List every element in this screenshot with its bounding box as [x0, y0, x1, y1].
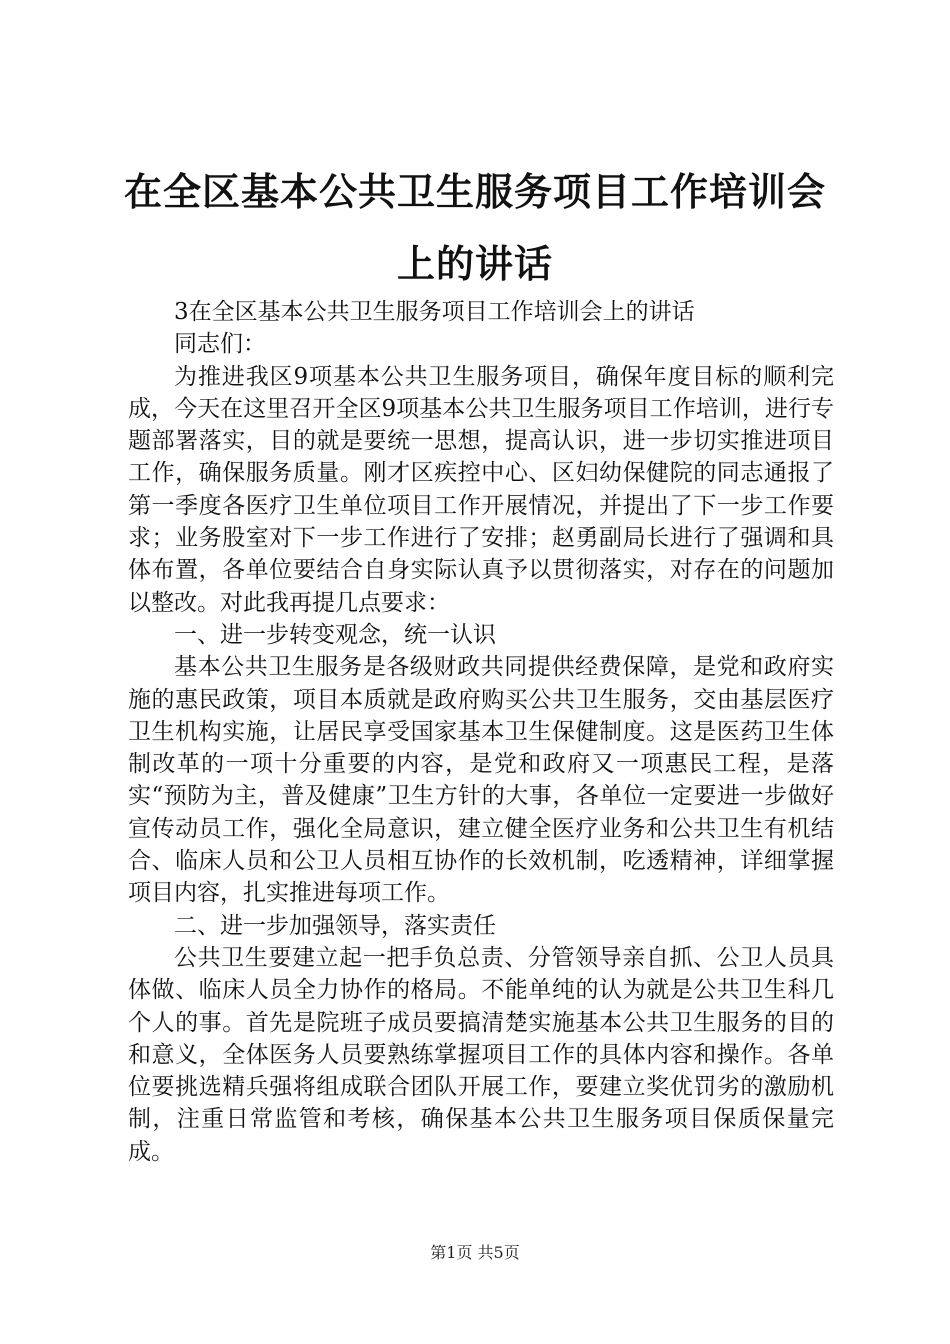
section-heading-1: 一、进一步转变观念，统一认识: [174, 621, 496, 648]
document-title: 在全区基本公共卫生服务项目工作培训会上的讲话: [123, 170, 826, 286]
salutation: 同志们：: [174, 331, 266, 358]
body-paragraph-1: 基本公共卫生服务是各级财政共同提供经费保障，是党和政府实施的惠民政策，项目本质就是政府购买公共卫生服务，交由基层医疗卫生机构实施，让居民享受国家基本卫生保健制度。这是医药卫生体制改革的一项十分重要的内容，是党和政府又一项惠民工程，是落实“预防为主，普及健康”卫生方针的大事，各单位一定要进一步做好宣传动员工作，强化全局意识，建立健全医疗业务和公共卫生有机结合、临床人员和公卫人员相互协作的长效机制，吃透精神，详细掌握项目内容，扎实推进每项工作。: [128, 654, 834, 907]
body-paragraph-intro: 为推进我区9项基本公共卫生服务项目，确保年度目标的顺利完成，今天在这里召开全区9项基本公共卫生服务项目工作培训，进行专题部署落实，目的就是要统一思想，提高认识，进一步切实推进项目工作，确保服务质量。刚才区疾控中心、区妇幼保健院的同志通报了第一季度各医疗卫生单位项目工作开展情况，并提出了下一步工作要求；业务股室对下一步工作进行了安排；赵勇副局长进行了强调和具体布置，各单位要结合自身实际认真予以贯彻落实，对存在的问题加以整改。对此我再提几点要求：: [128, 363, 834, 616]
page-footer: 第1页 共5页: [430, 1243, 520, 1262]
section-heading-2: 二、进一步加强领导，落实责任: [174, 912, 496, 939]
body-paragraph-2: 公共卫生要建立起一把手负总责、分管领导亲自抓、公卫人员具体做、临床人员全力协作的格局。不能单纯的认为就是公共卫生科几个人的事。首先是院班子成员要搞清楚实施基本公共卫生服务的目的和意义，全体医务人员要熟练掌握项目工作的具体内容和操作。各单位要挑选精兵强将组成联合团队开展工作，要建立奖优罚劣的激励机制，注重日常监管和考核，确保基本公共卫生服务项目保质保量完成。: [128, 944, 834, 1165]
document-body: [128, 296, 834, 1168]
subtitle-line: 3在全区基本公共卫生服务项目工作培训会上的讲话: [174, 299, 695, 325]
